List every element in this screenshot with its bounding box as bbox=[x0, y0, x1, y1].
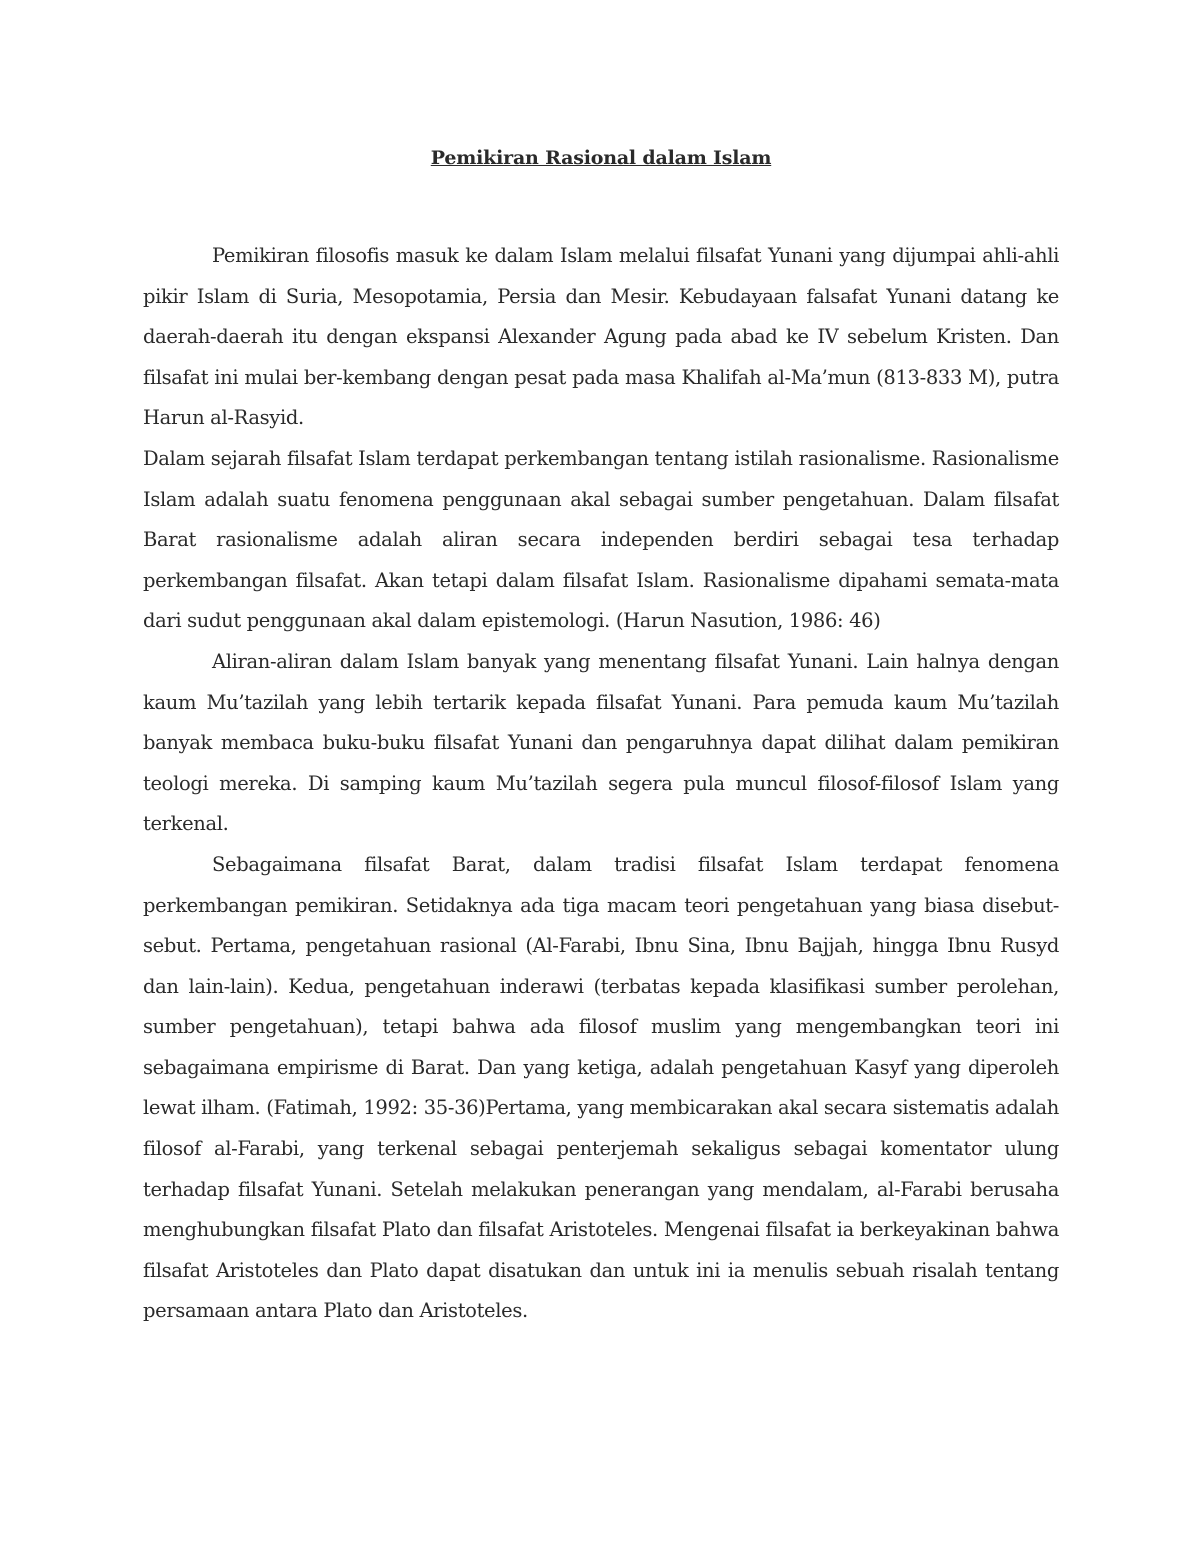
document-title: Pemikiran Rasional dalam Islam bbox=[430, 147, 772, 169]
paragraph-2: Dalam sejarah filsafat Islam terdapat perkembangan tentang istilah rasionalisme. Rasionalisme Islam adalah suatu fenomena penggunaan akal sebagai sumber pengetahuan. Dalam filsafat Barat rasionalisme adalah aliran secara independen berdiri sebagai tesa terhadap perkembangan filsafat. Akan tetapi dalam filsafat Islam. Rasionalisme dipahami semata-mata dari sudut penggunaan akal dalam epistemologi. (Harun Nasution, 1986: 46) bbox=[143, 446, 1059, 633]
paragraph-3: Aliran-aliran dalam Islam banyak yang menentang filsafat Yunani. Lain halnya dengan kaum Mu’tazilah yang lebih tertarik kepada filsafat Yunani. Para pemuda kaum Mu’tazilah banyak membaca buku-buku filsafat Yunani dan pengaruhnya dapat dilihat dalam pemikiran teologi mereka. Di samping kaum Mu’tazilah segera pula muncul filosof-filosof Islam yang terkenal. bbox=[143, 649, 1059, 836]
paragraph-4: Sebagaimana filsafat Barat, dalam tradisi filsafat Islam terdapat fenomena perkembangan pemikiran. Setidaknya ada tiga macam teori pengetahuan yang biasa disebut-sebut. Pertama, pengetahuan rasional (Al-Farabi, Ibnu Sina, Ibnu Bajjah, hingga Ibnu Rusyd dan lain-lain). Kedua, pengetahuan inderawi (terbatas kepada klasifikasi sumber perolehan, sumber pengetahuan), tetapi bahwa ada filosof muslim yang mengembangkan teori ini sebagaimana empirisme di Barat. Dan yang ketiga, adalah pengetahuan Kasyf yang diperoleh lewat ilham. (Fatimah, 1992: 35-36)Pertama, yang membicarakan akal secara sistematis adalah filosof al-Farabi, yang terkenal sebagai penterjemah sekaligus sebagai komentator ulung terhadap filsafat Yunani. Setelah melakukan penerangan yang mendalam, al-Farabi berusaha menghubungkan filsafat Plato dan filsafat Aristoteles. Mengenai filsafat ia berkeyakinan bahwa filsafat Aristoteles dan Plato dapat disatukan dan untuk ini ia menulis sebuah risalah tentang persamaan antara Plato dan Aristoteles. bbox=[143, 852, 1059, 1323]
document-body bbox=[143, 140, 1059, 1332]
paragraph-1: Pemikiran filosofis masuk ke dalam Islam melalui filsafat Yunani yang dijumpai ahli-ahli pikir Islam di Suria, Mesopotamia, Persia dan Mesir. Kebudayaan falsafat Yunani datang ke daerah-daerah itu dengan ekspansi Alexander Agung pada abad ke IV sebelum Kristen. Dan filsafat ini mulai ber-kembang dengan pesat pada masa Khalifah al-Ma’mun (813-833 M), putra Harun al-Rasyid. bbox=[143, 244, 1059, 430]
